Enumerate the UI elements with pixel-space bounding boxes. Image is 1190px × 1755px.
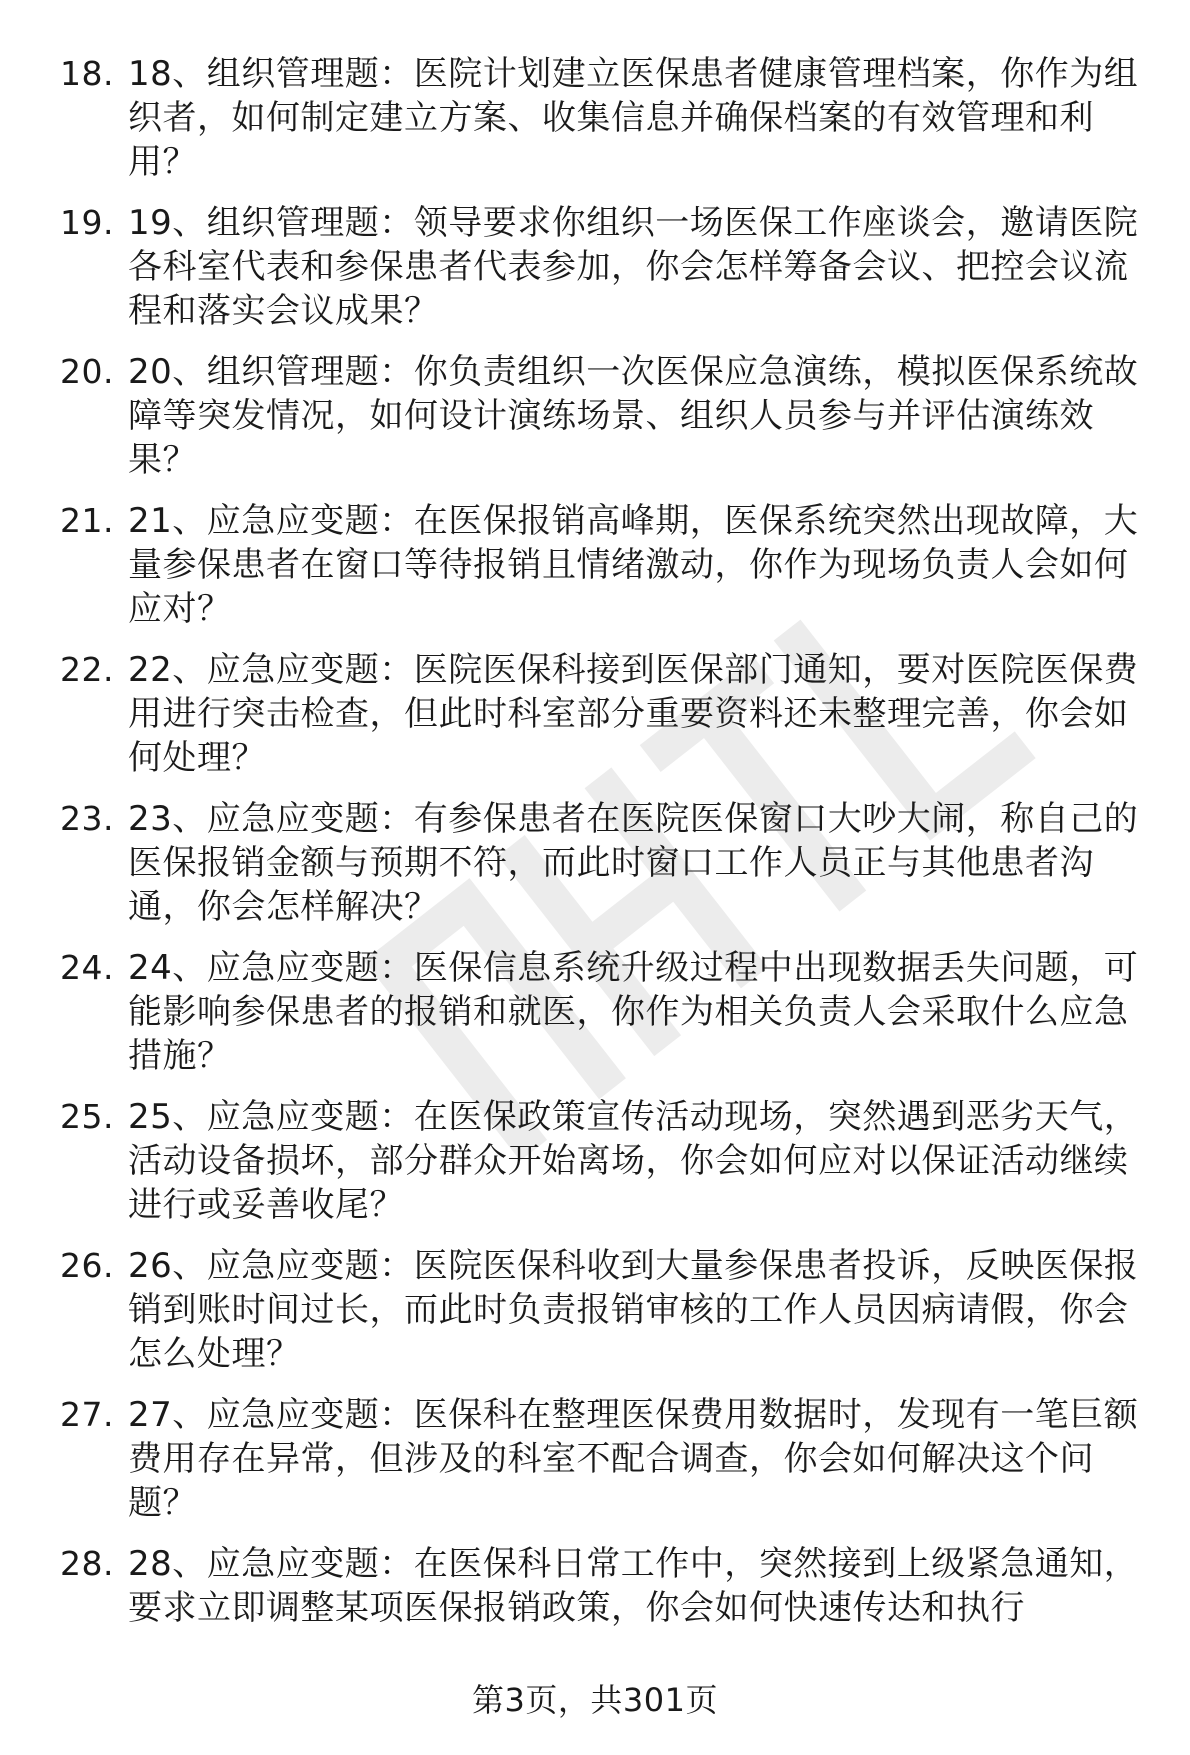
item-number: 20. — [60, 352, 114, 391]
list-item — [60, 1095, 1150, 1227]
item-number: 24. — [60, 948, 114, 987]
item-text: 26、应急应变题：医院医保科收到大量参保患者投诉，反映医保报销到账时间过长，而此时负责报销审核的工作人员因病请假，你会怎么处理？ — [128, 1246, 1139, 1374]
list-item — [60, 201, 1150, 333]
list-item — [60, 1542, 1150, 1630]
item-text: 20、组织管理题：你负责组织一次医保应急演练，模拟医保系统故障等突发情况，如何设计演练场景、组织人员参与并评估演练效果？ — [128, 352, 1139, 480]
item-text: 28、应急应变题：在医保科日常工作中，突然接到上级紧急通知，要求立即调整某项医保报销政策，你会如何快速传达和执行 — [128, 1544, 1139, 1628]
item-number: 21. — [60, 501, 114, 540]
item-text: 25、应急应变题：在医保政策宣传活动现场，突然遇到恶劣天气，活动设备损坏，部分群众开始离场，你会如何应对以保证活动继续进行或妥善收尾？ — [128, 1097, 1139, 1225]
item-number: 22. — [60, 650, 114, 689]
list-item — [60, 1393, 1150, 1525]
item-text: 23、应急应变题：有参保患者在医院医保窗口大吵大闹，称自己的医保报销金额与预期不符，而此时窗口工作人员正与其他患者沟通，你会怎样解决？ — [128, 799, 1139, 927]
item-text: 21、应急应变题：在医保报销高峰期，医保系统突然出现故障，大量参保患者在窗口等待报销且情绪激动，你作为现场负责人会如何应对？ — [128, 501, 1139, 629]
item-number: 27. — [60, 1395, 114, 1434]
item-number: 28. — [60, 1544, 114, 1583]
item-text: 27、应急应变题：医保科在整理医保费用数据时，发现有一笔巨额费用存在异常，但涉及的科室不配合调查，你会如何解决这个问题？ — [128, 1395, 1139, 1523]
list-item — [60, 499, 1150, 631]
item-number: 18. — [60, 54, 114, 93]
list-item — [60, 1244, 1150, 1376]
item-text: 18、组织管理题：医院计划建立医保患者健康管理档案，你作为组织者，如何制定建立方案、收集信息并确保档案的有效管理和利用？ — [128, 54, 1139, 182]
item-number: 23. — [60, 799, 114, 838]
list-item — [60, 52, 1150, 184]
item-text: 19、组织管理题：领导要求你组织一场医保工作座谈会，邀请医院各科室代表和参保患者代表参加，你会怎样筹备会议、把控会议流程和落实会议成果？ — [128, 203, 1139, 331]
page-footer: 第3页，共301页 — [472, 1681, 718, 1719]
item-number: 26. — [60, 1246, 114, 1285]
list-item — [60, 350, 1150, 482]
item-text: 22、应急应变题：医院医保科接到医保部门通知，要对医院医保费用进行突击检查，但此时科室部分重要资料还未整理完善，你会如何处理？ — [128, 650, 1139, 778]
question-list — [60, 52, 1150, 1647]
list-item — [60, 797, 1150, 929]
item-number: 19. — [60, 203, 114, 242]
list-item — [60, 648, 1150, 780]
item-number: 25. — [60, 1097, 114, 1136]
item-text: 24、应急应变题：医保信息系统升级过程中出现数据丢失问题，可能影响参保患者的报销和就医，你作为相关负责人会采取什么应急措施？ — [128, 948, 1139, 1076]
list-item — [60, 946, 1150, 1078]
